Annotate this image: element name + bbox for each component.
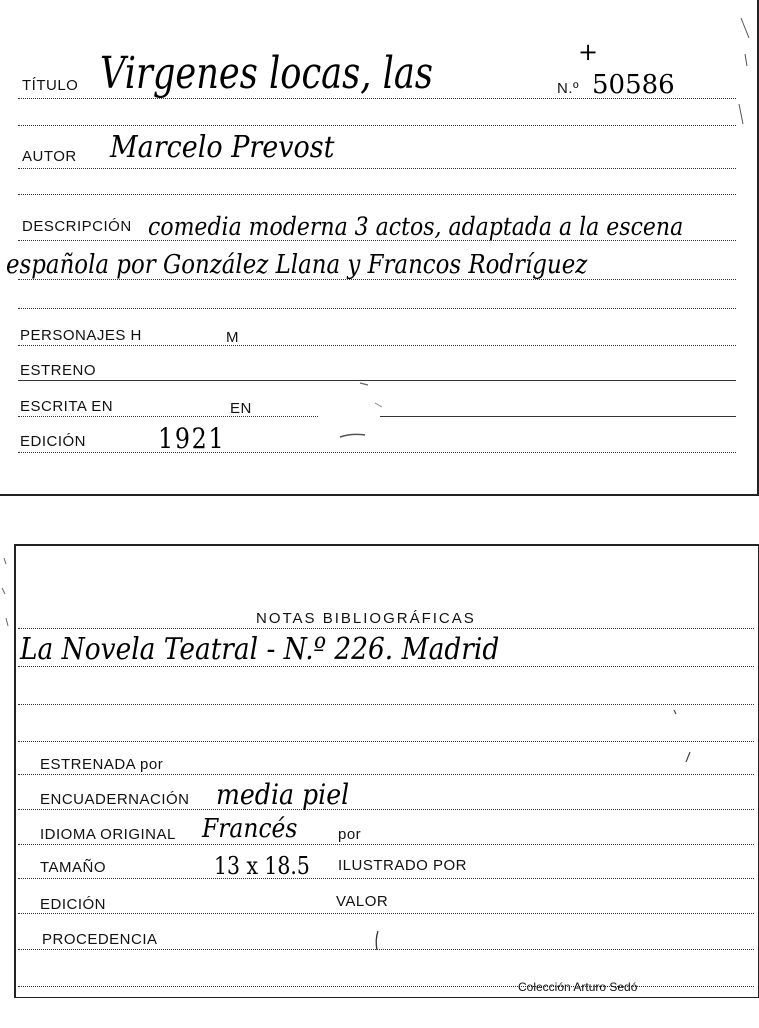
idioma-label: IDIOMA ORIGINAL [40,826,176,843]
ilustrado-label: ILUSTRADO POR [338,857,468,874]
pen-mark [330,375,390,445]
titulo-label: TÍTULO [22,77,79,94]
personajes-m-label: M [226,329,239,346]
catalog-card-top [0,0,759,496]
notas-value: La Novela Teatral - N.º 226. Madrid [20,632,500,667]
catalog-card-bottom [14,544,759,998]
blank-line-2 [18,194,736,195]
escrita-en-label: EN [230,400,252,417]
valor-label: VALOR [336,893,389,910]
tamano-line [18,878,754,879]
estreno-label: ESTRENO [20,362,97,379]
edicion-value: 1921 [158,422,226,455]
estrenada-line [18,774,754,775]
estrenada-label: ESTRENADA por [40,756,164,773]
edicion-bottom-line [18,913,754,914]
idioma-line [18,844,754,845]
idioma-value: Francés [202,814,298,844]
idioma-por-label: por [338,826,362,843]
edicion-label: EDICIÓN [20,433,87,450]
descripcion-value-line2: española por González Llana y Francos Rodríguez [6,250,588,280]
stray-marks [666,706,706,766]
escrita-label: ESCRITA EN [20,398,114,415]
notas-line-4 [18,741,754,742]
autor-label: AUTOR [22,148,77,165]
escrita-line-a [18,416,318,417]
descripcion-line-2 [18,279,736,280]
notas-heading: NOTAS BIBLIOGRÁFICAS [256,610,476,627]
blank-line-3 [18,308,736,309]
numero-label: N.º [557,80,579,97]
procedencia-line [18,949,754,950]
cross-mark: + [578,38,599,66]
escrita-line-b [380,416,736,417]
edge-marks [735,14,757,134]
coleccion-text: Colección Arturo Sedó [518,980,638,994]
numero-value: 50586 [592,70,675,100]
encuadernacion-label: ENCUADERNACIÓN [40,791,190,808]
encuadernacion-line [18,809,754,810]
blank-line-1 [18,125,736,126]
final-line [18,986,754,987]
titulo-line [18,98,736,99]
pen-tick [371,928,383,954]
notas-line-3 [18,704,754,705]
notas-line-2 [18,666,754,667]
autor-line [18,168,736,169]
titulo-value: Virgenes locas, las [100,48,433,99]
personajes-line [18,345,736,346]
descripcion-line-1 [18,240,736,241]
autor-value: Marcelo Prevost [110,130,335,165]
tamano-value: 13 x 18.5 [214,852,310,880]
edicion-bottom-label: EDICIÓN [40,896,107,913]
tamano-label: TAMAÑO [40,859,107,876]
edicion-line [18,452,736,453]
procedencia-label: PROCEDENCIA [42,931,158,948]
notas-line-1 [18,628,754,629]
descripcion-value-line1: comedia moderna 3 actos, adaptada a la escena [148,212,684,241]
personajes-label: PERSONAJES H [20,327,142,344]
descripcion-label: DESCRIPCIÓN [22,218,132,235]
encuadernacion-value: media piel [216,778,350,811]
scan-edge-marks [0,548,14,668]
